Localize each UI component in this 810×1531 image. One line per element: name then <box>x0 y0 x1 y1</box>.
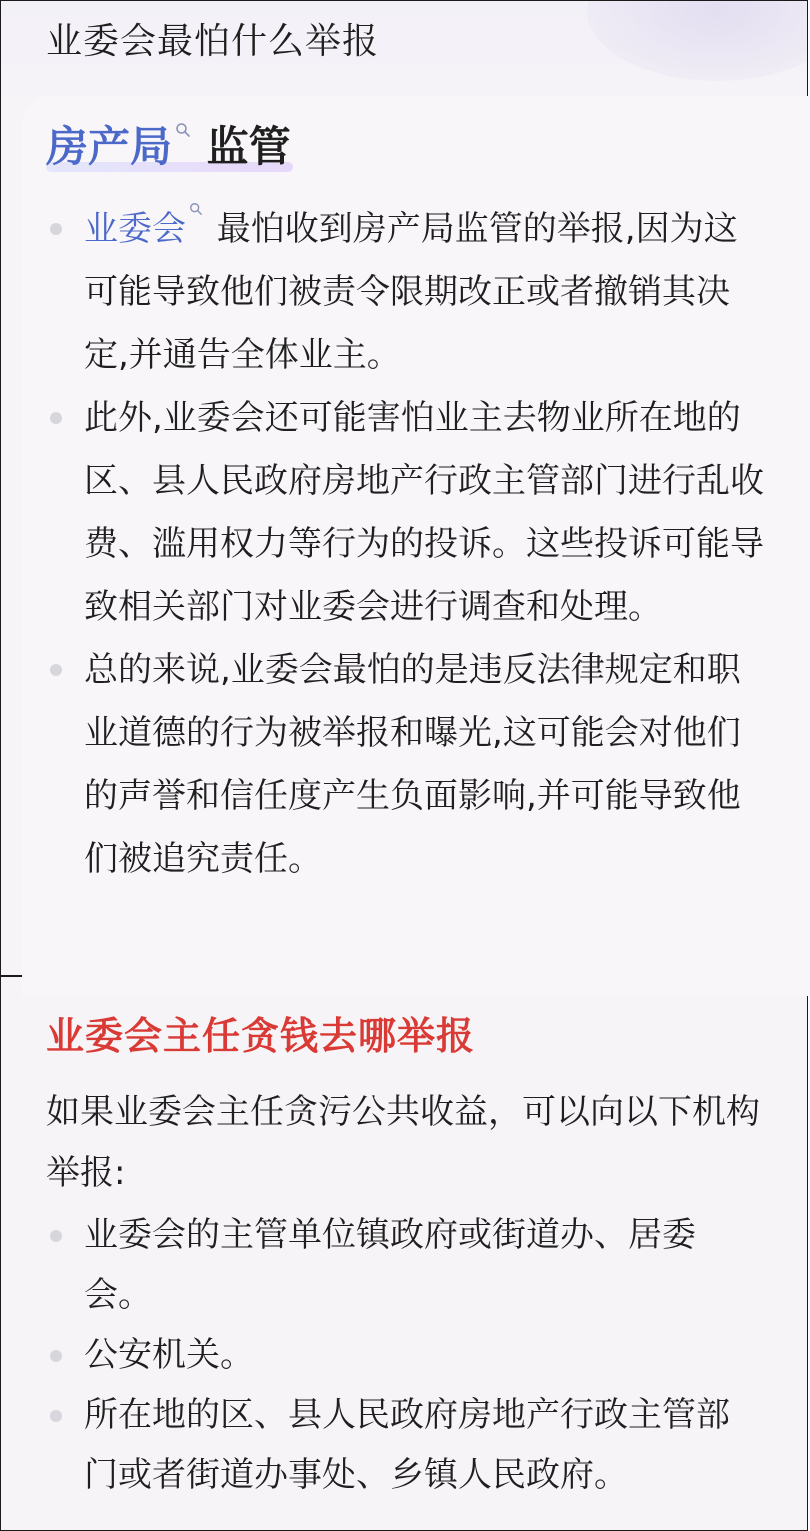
bullet-dot <box>50 1410 62 1422</box>
list-item <box>0 1205 810 1325</box>
list-item-text: 此外,业委会还可能害怕业主去物业所在地的区、县人民政府房地产行政主管部门进行乱收费、滥用权力等行为的投诉。这些投诉可能导致相关部门对业委会进行调查和处理。 <box>84 398 764 627</box>
list-item <box>0 387 810 639</box>
search-icon[interactable] <box>188 198 206 224</box>
bullet-dot <box>50 1230 62 1242</box>
bullet-dot <box>50 664 62 676</box>
list-item-text: 业委会的主管单位镇政府或街道办、居委会。 <box>84 1215 696 1315</box>
bullet-dot <box>50 223 62 235</box>
list-item <box>0 1385 810 1505</box>
list-item-text: 公安机关。 <box>84 1335 254 1375</box>
list-item <box>0 1325 810 1385</box>
decorative-glow <box>587 0 808 81</box>
list-item-text: 总的来说,业委会最怕的是违反法律规定和职业道德的行为被举报和曝光,这可能会对他们的声誉和信任度产生负面影响,并可能导致他们被追究责任。 <box>84 650 741 879</box>
inline-link-owners-committee[interactable] <box>84 209 206 249</box>
list-item-text: 所在地的区、县人民政府房地产行政主管部门或者街道办事处、乡镇人民政府。 <box>84 1395 730 1495</box>
list-item <box>0 639 810 891</box>
list-item-text: 最怕收到房产局监管的举报,因为这可能导致他们被责令限期改正或者撤销其决定,并通告全体业主。 <box>84 209 738 375</box>
bullet-dot <box>50 412 62 424</box>
heading-link-house-bureau[interactable] <box>46 122 192 171</box>
heading-rest-text: 监管 <box>192 122 291 171</box>
section-heading <box>46 118 291 178</box>
intro-paragraph: 如果业委会主任贪污公共收益，可以向以下机构举报: <box>46 1092 760 1193</box>
list-item <box>0 198 810 387</box>
bullet-list-bottom <box>0 1205 810 1505</box>
bullet-list-top <box>0 198 810 891</box>
search-icon[interactable] <box>174 118 192 148</box>
inline-link-text[interactable]: 业委会 <box>84 209 186 249</box>
heading-link-text[interactable]: 房产局 <box>46 122 173 171</box>
bullet-dot <box>50 1350 62 1362</box>
page-title: 业委会最怕什么举报 <box>46 21 380 62</box>
related-question-title[interactable]: 业委会主任贪钱去哪举报 <box>46 1014 476 1058</box>
